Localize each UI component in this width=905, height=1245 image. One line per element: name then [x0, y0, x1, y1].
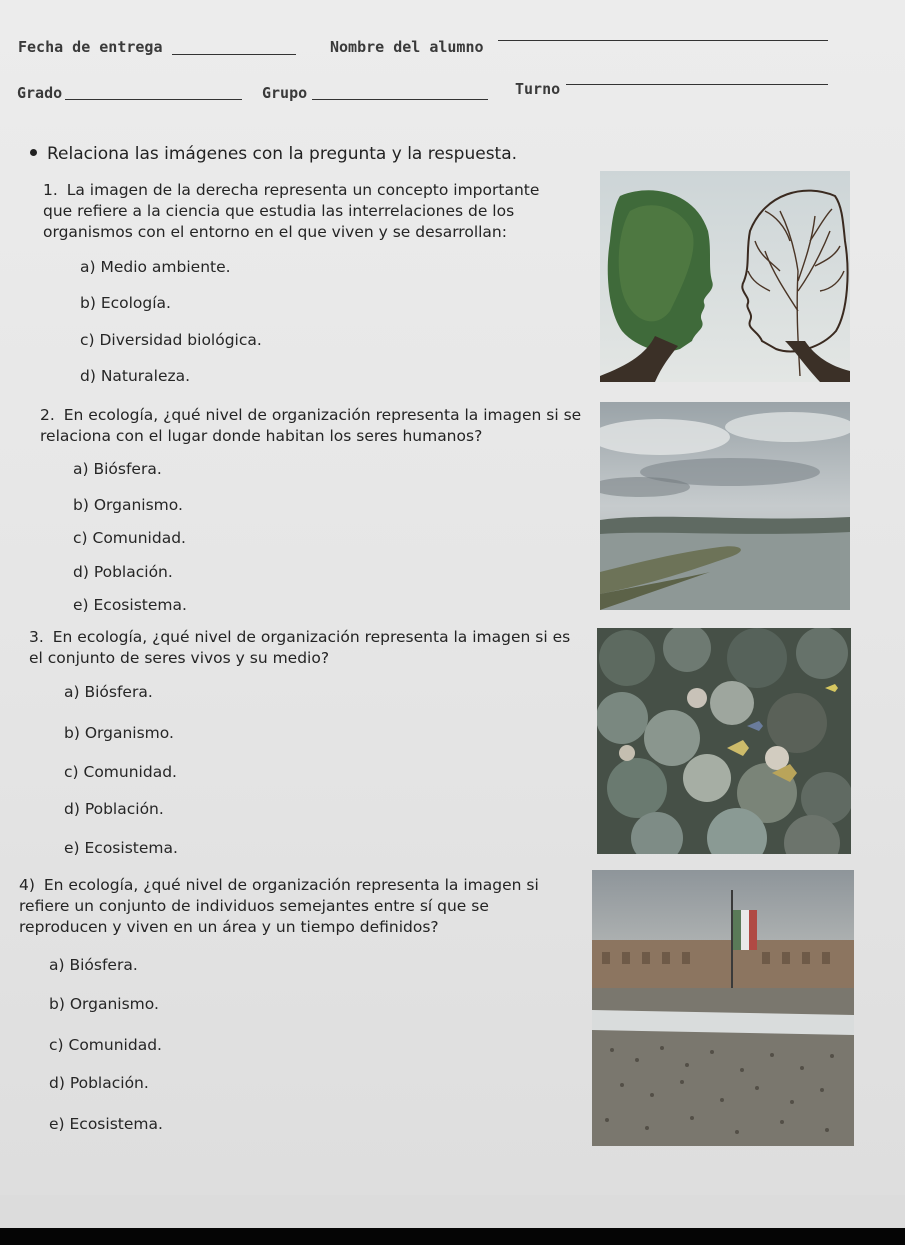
- q2-option-b[interactable]: b) Organismo.: [73, 496, 183, 514]
- turno-label: Turno: [515, 80, 561, 98]
- q3-option-b[interactable]: b) Organismo.: [64, 724, 174, 742]
- q1-option-b[interactable]: b) Ecología.: [80, 294, 171, 312]
- q3-option-c[interactable]: c) Comunidad.: [64, 763, 177, 781]
- question-3: 3. En ecología, ¿qué nivel de organización representa la imagen si es el conjunto de seres vivos y su medio?: [29, 628, 571, 667]
- q4-option-e[interactable]: e) Ecosistema.: [49, 1115, 163, 1133]
- q4-option-a[interactable]: a) Biósfera.: [49, 956, 138, 974]
- q4-option-c[interactable]: c) Comunidad.: [49, 1036, 162, 1054]
- earth-landscape-image: [600, 402, 850, 610]
- question-4: 4) En ecología, ¿qué nivel de organización representa la imagen si refiere un conjunto de individuos semejantes entre sí que se reproducen y viven en un área y un tiempo definidos?: [19, 876, 539, 936]
- q2-option-c[interactable]: c) Comunidad.: [73, 529, 186, 547]
- nombre-field[interactable]: [498, 40, 828, 41]
- turno-field[interactable]: [566, 84, 828, 85]
- crowd-plaza-image: [592, 870, 854, 1146]
- tree-head-profiles-image: [600, 171, 850, 382]
- question-1: 1. La imagen de la derecha representa un concepto importante que refiere a la ciencia que estudia las interrelaciones de los organismos con el entorno en el que viven y se desarrollan:: [43, 181, 540, 241]
- bottom-bar: [0, 1228, 905, 1245]
- bullet-icon: [30, 149, 37, 156]
- q1-option-c[interactable]: c) Diversidad biológica.: [80, 331, 262, 349]
- q3-option-d[interactable]: d) Población.: [64, 800, 164, 818]
- instruction: Relaciona las imágenes con la pregunta y la respuesta.: [30, 144, 517, 164]
- grupo-field[interactable]: [312, 99, 488, 100]
- grado-label: Grado: [17, 84, 63, 102]
- q1-option-a[interactable]: a) Medio ambiente.: [80, 258, 231, 276]
- q2-option-d[interactable]: d) Población.: [73, 563, 173, 581]
- q4-option-b[interactable]: b) Organismo.: [49, 995, 159, 1013]
- grupo-label: Grupo: [262, 84, 308, 102]
- question-2: 2. En ecología, ¿qué nivel de organización representa la imagen si se relaciona con el lugar donde habitan los seres humanos?: [40, 406, 582, 445]
- grado-field[interactable]: [65, 99, 242, 100]
- fecha-field[interactable]: [172, 54, 296, 55]
- q3-option-a[interactable]: a) Biósfera.: [64, 683, 153, 701]
- q1-option-d[interactable]: d) Naturaleza.: [80, 367, 191, 385]
- q2-option-a[interactable]: a) Biósfera.: [73, 460, 162, 478]
- coral-reef-image: [597, 628, 851, 854]
- q2-option-e[interactable]: e) Ecosistema.: [73, 596, 187, 614]
- q4-option-d[interactable]: d) Población.: [49, 1074, 149, 1092]
- q3-option-e[interactable]: e) Ecosistema.: [64, 839, 178, 857]
- fecha-label: Fecha de entrega: [18, 38, 163, 56]
- nombre-label: Nombre del alumno: [330, 38, 484, 56]
